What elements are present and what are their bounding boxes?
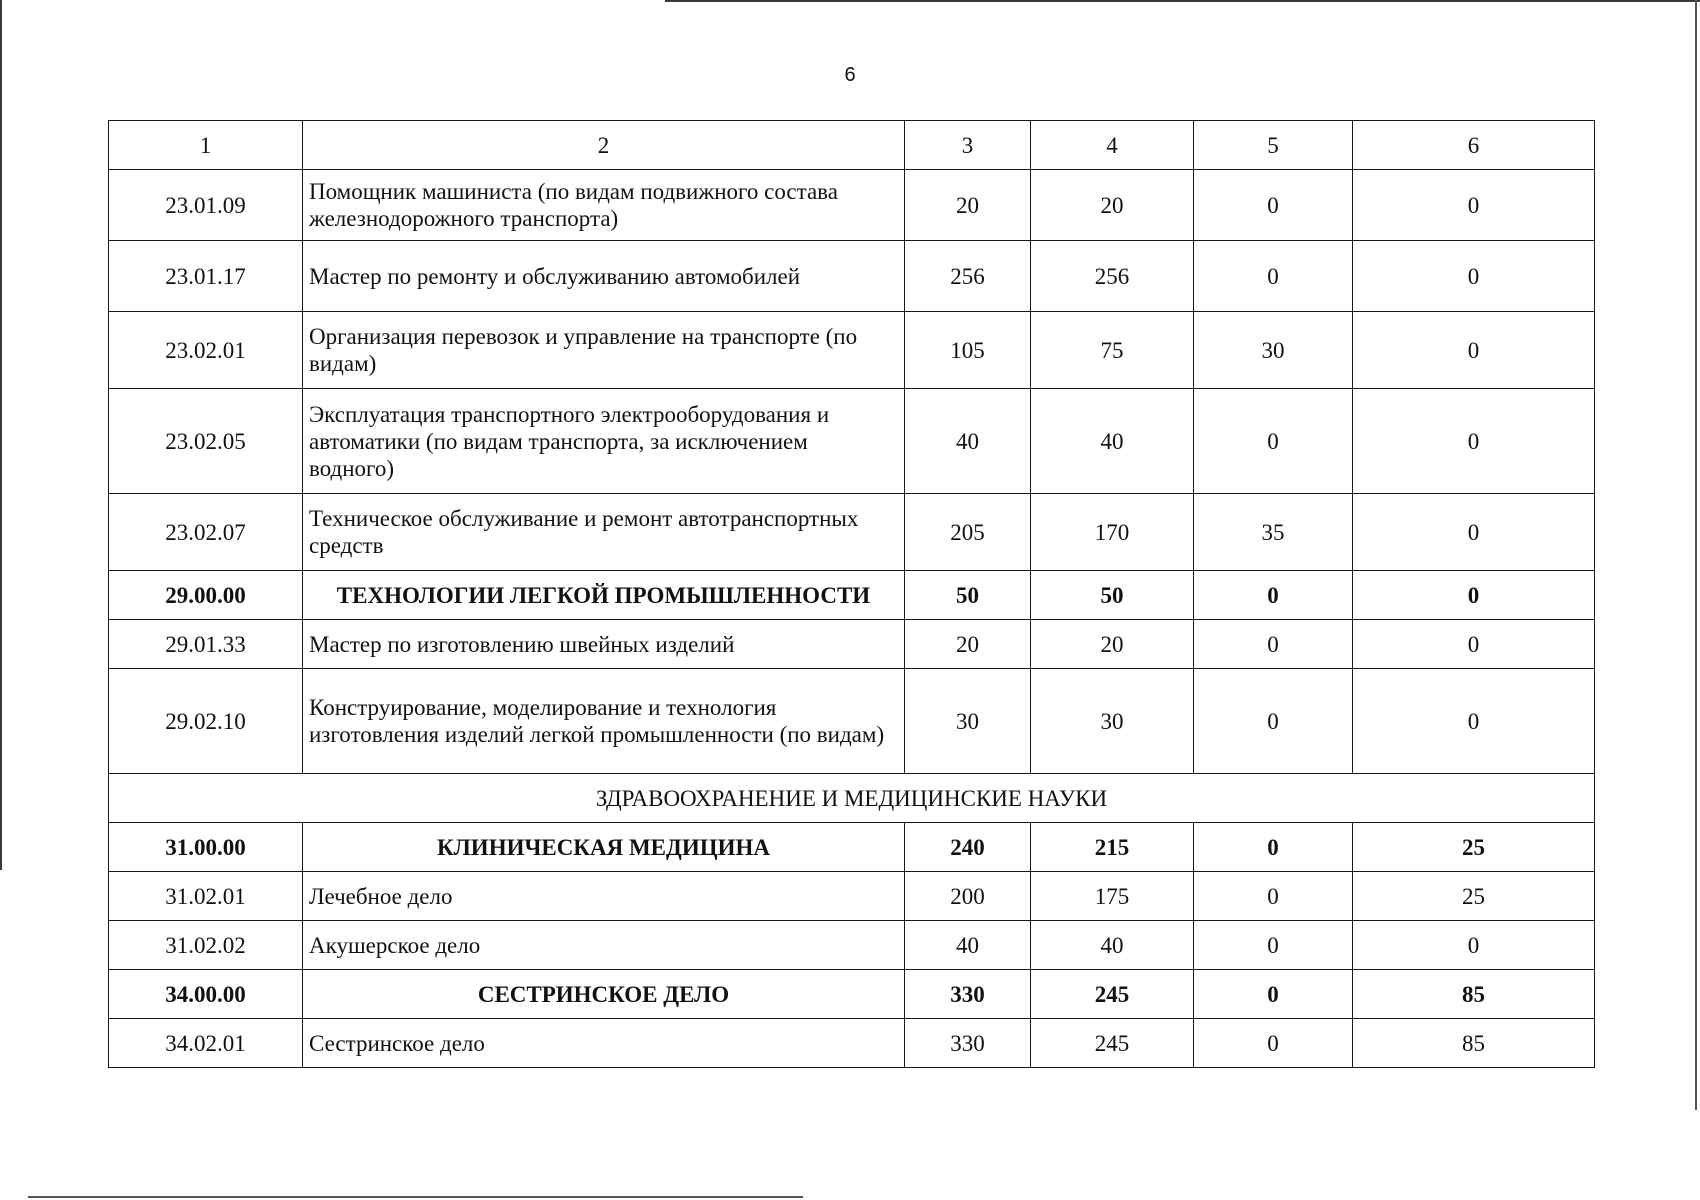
value-col5: 0	[1194, 921, 1353, 970]
value-col6: 85	[1353, 1019, 1595, 1068]
value-col4: 40	[1031, 389, 1194, 494]
value-col6: 0	[1353, 389, 1595, 494]
table-row	[109, 921, 1595, 970]
value-col5: 0	[1194, 241, 1353, 312]
specialty-name: Акушерское дело	[303, 921, 905, 970]
section-heading: ЗДРАВООХРАНЕНИЕ И МЕДИЦИНСКИЕ НАУКИ	[109, 774, 1595, 823]
column-header: 6	[1353, 121, 1595, 170]
value-col4: 20	[1031, 620, 1194, 669]
table-row	[109, 494, 1595, 571]
value-col3: 240	[905, 823, 1031, 872]
group-name: СЕСТРИНСКОЕ ДЕЛО	[303, 970, 905, 1019]
value-col5: 0	[1194, 823, 1353, 872]
value-col4: 215	[1031, 823, 1194, 872]
value-col3: 205	[905, 494, 1031, 571]
value-col4: 30	[1031, 669, 1194, 774]
group-code: 31.00.00	[109, 823, 303, 872]
value-col6: 85	[1353, 970, 1595, 1019]
specialty-code: 23.02.07	[109, 494, 303, 571]
scan-edge-left	[0, 0, 2, 870]
specialty-code: 23.02.01	[109, 312, 303, 389]
value-col6: 0	[1353, 571, 1595, 620]
value-col3: 330	[905, 970, 1031, 1019]
specialty-code: 23.01.17	[109, 241, 303, 312]
value-col3: 50	[905, 571, 1031, 620]
table-row	[109, 1019, 1595, 1068]
specialty-code: 29.01.33	[109, 620, 303, 669]
value-col6: 25	[1353, 872, 1595, 921]
scan-edge-right	[1695, 0, 1697, 1110]
value-col3: 256	[905, 241, 1031, 312]
value-col6: 0	[1353, 170, 1595, 241]
specialty-name: Техническое обслуживание и ремонт автотранспортных средств	[303, 494, 905, 571]
value-col5: 0	[1194, 620, 1353, 669]
scan-edge-top	[665, 0, 1700, 2]
table-header-row	[109, 121, 1595, 170]
specialty-code: 29.02.10	[109, 669, 303, 774]
table-row	[109, 312, 1595, 389]
value-col5: 0	[1194, 170, 1353, 241]
value-col3: 200	[905, 872, 1031, 921]
value-col5: 0	[1194, 571, 1353, 620]
value-col3: 105	[905, 312, 1031, 389]
specialty-name: Мастер по изготовлению швейных изделий	[303, 620, 905, 669]
allocation-table	[108, 120, 1595, 1068]
value-col4: 75	[1031, 312, 1194, 389]
group-code: 34.00.00	[109, 970, 303, 1019]
value-col5: 0	[1194, 669, 1353, 774]
value-col4: 256	[1031, 241, 1194, 312]
specialty-code: 23.02.05	[109, 389, 303, 494]
specialty-name: Организация перевозок и управление на транспорте (по видам)	[303, 312, 905, 389]
specialty-code: 23.01.09	[109, 170, 303, 241]
value-col3: 40	[905, 921, 1031, 970]
value-col4: 50	[1031, 571, 1194, 620]
group-code: 29.00.00	[109, 571, 303, 620]
table-row-group-total	[109, 571, 1595, 620]
table-row	[109, 669, 1595, 774]
specialty-code: 31.02.01	[109, 872, 303, 921]
value-col4: 20	[1031, 170, 1194, 241]
specialty-code: 34.02.01	[109, 1019, 303, 1068]
value-col5: 30	[1194, 312, 1353, 389]
column-header: 5	[1194, 121, 1353, 170]
specialty-name: Помощник машиниста (по видам подвижного состава железнодорожного транспорта)	[303, 170, 905, 241]
value-col6: 25	[1353, 823, 1595, 872]
section-heading-row	[109, 774, 1595, 823]
value-col6: 0	[1353, 620, 1595, 669]
value-col6: 0	[1353, 669, 1595, 774]
table-row	[109, 389, 1595, 494]
value-col5: 35	[1194, 494, 1353, 571]
value-col6: 0	[1353, 312, 1595, 389]
value-col3: 20	[905, 170, 1031, 241]
value-col5: 0	[1194, 970, 1353, 1019]
page-number: 6	[844, 64, 856, 86]
value-col5: 0	[1194, 1019, 1353, 1068]
value-col3: 20	[905, 620, 1031, 669]
value-col4: 245	[1031, 970, 1194, 1019]
group-name: КЛИНИЧЕСКАЯ МЕДИЦИНА	[303, 823, 905, 872]
value-col4: 170	[1031, 494, 1194, 571]
table-row	[109, 872, 1595, 921]
value-col4: 245	[1031, 1019, 1194, 1068]
scan-edge-bottom	[28, 1196, 803, 1198]
value-col6: 0	[1353, 494, 1595, 571]
table-row-group-total	[109, 823, 1595, 872]
value-col5: 0	[1194, 389, 1353, 494]
value-col3: 30	[905, 669, 1031, 774]
column-header: 3	[905, 121, 1031, 170]
value-col5: 0	[1194, 872, 1353, 921]
table-row	[109, 241, 1595, 312]
value-col4: 40	[1031, 921, 1194, 970]
value-col4: 175	[1031, 872, 1194, 921]
column-header: 2	[303, 121, 905, 170]
table-row	[109, 170, 1595, 241]
specialty-name: Мастер по ремонту и обслуживанию автомобилей	[303, 241, 905, 312]
specialty-name: Эксплуатация транспортного электрооборудования и автоматики (по видам транспорта, за исключением водного)	[303, 389, 905, 494]
value-col3: 330	[905, 1019, 1031, 1068]
specialty-name: Сестринское дело	[303, 1019, 905, 1068]
specialty-name: Конструирование, моделирование и технология изготовления изделий легкой промышленности (по видам)	[303, 669, 905, 774]
specialty-code: 31.02.02	[109, 921, 303, 970]
value-col3: 40	[905, 389, 1031, 494]
value-col6: 0	[1353, 241, 1595, 312]
column-header: 1	[109, 121, 303, 170]
value-col6: 0	[1353, 921, 1595, 970]
table-row	[109, 620, 1595, 669]
group-name: ТЕХНОЛОГИИ ЛЕГКОЙ ПРОМЫШЛЕННОСТИ	[303, 571, 905, 620]
specialty-name: Лечебное дело	[303, 872, 905, 921]
column-header: 4	[1031, 121, 1194, 170]
table-row-group-total	[109, 970, 1595, 1019]
